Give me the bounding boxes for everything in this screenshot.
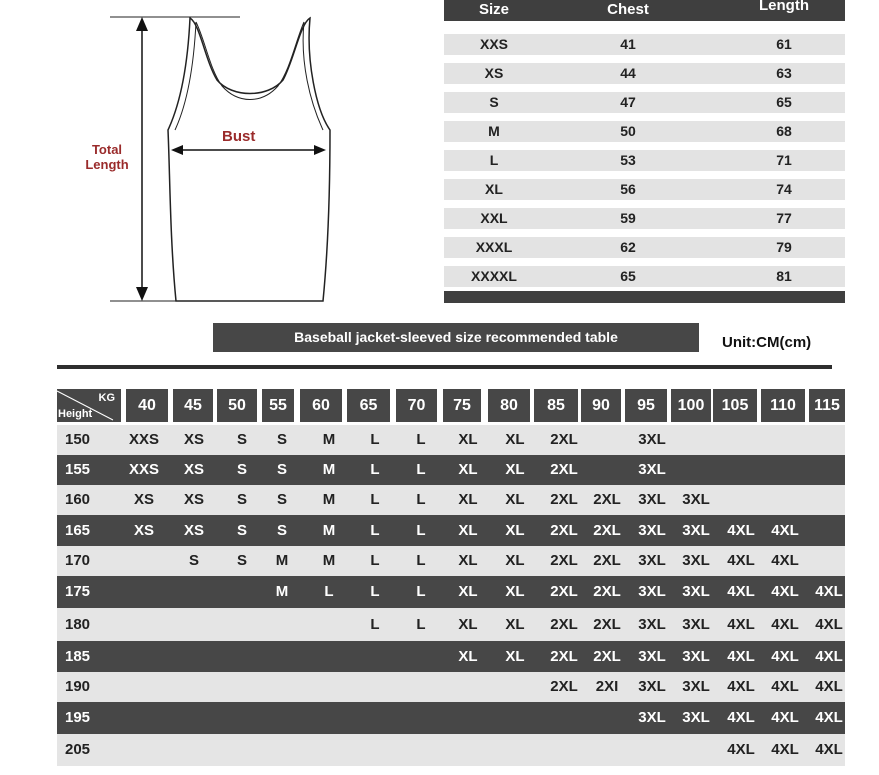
weight-header-cell: 110: [761, 389, 805, 422]
size-recommendation-cell: XS: [183, 491, 204, 508]
size-recommendation-cell: XL: [505, 648, 525, 665]
header-chest: Chest: [607, 1, 649, 18]
size-recommendation-cell: 2XL: [593, 522, 621, 539]
size-recommendation-cell: 4XL: [727, 648, 755, 665]
size-recommendation-cell: 3XL: [638, 431, 666, 448]
size-recommendation-cell: M: [275, 552, 289, 569]
size-recommendation-cell: S: [276, 491, 287, 508]
height-cell: 170: [65, 552, 91, 569]
size-recommendation-cell: XS: [133, 522, 154, 539]
height-cell: 160: [65, 491, 91, 508]
size-recommendation-cell: 2XL: [550, 678, 578, 695]
size-recommendation-cell: 3XL: [682, 678, 710, 695]
size-table-row: [444, 208, 845, 229]
size-recommendation-cell: 3XL: [638, 552, 666, 569]
weight-header-cell: 90: [581, 389, 621, 422]
recommendation-banner: Baseball jacket-sleeved size recommended table: [213, 323, 699, 352]
weight-header-cell: 65: [347, 389, 390, 422]
size-recommendation-cell: 4XL: [771, 522, 799, 539]
size-recommendation-cell: 3XL: [638, 491, 666, 508]
size-recommendation-cell: 2XL: [550, 431, 578, 448]
size-recommendation-cell: L: [416, 522, 426, 539]
size-recommendation-cell: 2XL: [550, 522, 578, 539]
size-cell: XXXXL: [471, 268, 517, 284]
total-length-label-line2: Length: [85, 157, 129, 172]
size-recommendation-cell: 4XL: [727, 741, 755, 758]
size-recommendation-cell: XL: [458, 552, 478, 569]
height-cell: 150: [65, 431, 91, 448]
size-recommendation-cell: XL: [505, 461, 525, 478]
weight-header-cell: 70: [396, 389, 437, 422]
size-recommendation-cell: 4XL: [727, 522, 755, 539]
size-recommendation-cell: XL: [505, 431, 525, 448]
size-recommendation-cell: S: [236, 431, 247, 448]
size-recommendation-cell: S: [276, 461, 287, 478]
size-recommendation-cell: 3XL: [638, 648, 666, 665]
size-recommendation-cell: 2XL: [593, 491, 621, 508]
size-recommendation-cell: XL: [505, 583, 525, 600]
length-cell: 61: [776, 36, 792, 52]
size-recommendation-cell: 4XL: [771, 552, 799, 569]
size-recommendation-cell: 4XL: [771, 741, 799, 758]
size-table-row: [444, 237, 845, 258]
size-recommendation-cell: 4XL: [815, 678, 843, 695]
size-recommendation-cell: S: [236, 491, 247, 508]
recommendation-row: [57, 641, 845, 672]
total-length-label-line1: Total: [91, 142, 123, 157]
weight-header-cell: 75: [443, 389, 481, 422]
size-recommendation-cell: M: [275, 583, 289, 600]
measurement-diagram: [0, 0, 420, 310]
size-recommendation-cell: 4XL: [727, 709, 755, 726]
size-recommendation-cell: 4XL: [771, 583, 799, 600]
unit-label: Unit:CM(cm): [722, 334, 812, 351]
size-recommendation-cell: 3XL: [638, 678, 666, 695]
size-recommendation-cell: 4XL: [727, 552, 755, 569]
size-recommendation-cell: 2XL: [550, 616, 578, 633]
size-recommendation-cell: XL: [458, 522, 478, 539]
size-cell: XXL: [480, 210, 508, 226]
size-recommendation-cell: M: [322, 491, 336, 508]
size-recommendation-cell: 4XL: [727, 583, 755, 600]
size-recommendation-cell: L: [416, 431, 426, 448]
size-recommendation-cell: L: [324, 583, 334, 600]
weight-header-cell: 50: [217, 389, 257, 422]
size-recommendation-cell: L: [416, 616, 426, 633]
recommendation-row: [57, 546, 845, 576]
size-recommendation-cell: XS: [183, 461, 204, 478]
recommendation-row: [57, 515, 845, 546]
size-recommendation-cell: 4XL: [771, 616, 799, 633]
size-table-row: [444, 92, 845, 113]
chest-cell: 53: [620, 152, 636, 168]
size-recommendation-cell: 3XL: [638, 616, 666, 633]
size-recommendation-cell: L: [416, 491, 426, 508]
chest-cell: 47: [620, 94, 636, 110]
weight-header-cell: 95: [625, 389, 667, 422]
height-cell: 185: [65, 648, 91, 665]
size-recommendation-cell: L: [370, 461, 380, 478]
size-recommendation-cell: L: [370, 431, 380, 448]
size-recommendation-cell: 2XL: [593, 616, 621, 633]
size-recommendation-cell: 2XL: [593, 648, 621, 665]
recommendation-row: [57, 608, 845, 641]
size-recommendation-cell: XL: [505, 616, 525, 633]
chest-cell: 41: [620, 36, 636, 52]
size-recommendation-cell: XL: [505, 491, 525, 508]
recommendation-row: [57, 672, 845, 702]
corner-cell: [57, 389, 121, 422]
size-table-row: [444, 34, 845, 55]
size-recommendation-cell: L: [370, 552, 380, 569]
size-table-row: [444, 63, 845, 84]
weight-header-cell: 55: [262, 389, 294, 422]
size-recommendation-cell: S: [236, 461, 247, 478]
size-recommendation-cell: XL: [458, 491, 478, 508]
size-recommendation-cell: L: [370, 616, 380, 633]
size-recommendation-cell: XS: [183, 522, 204, 539]
size-recommendation-cell: S: [236, 552, 247, 569]
size-recommendation-cell: L: [416, 583, 426, 600]
size-recommendation-cell: L: [416, 461, 426, 478]
size-recommendation-cell: S: [276, 522, 287, 539]
chest-cell: 59: [620, 210, 636, 226]
size-recommendation-cell: 2XL: [593, 552, 621, 569]
size-recommendation-cell: 3XL: [682, 616, 710, 633]
length-cell: 71: [776, 152, 792, 168]
chest-cell: 65: [620, 268, 636, 284]
size-recommendation-cell: XXS: [128, 431, 159, 448]
size-recommendation-cell: L: [370, 491, 380, 508]
weight-header-cell: 40: [126, 389, 168, 422]
weight-header-cell: 100: [671, 389, 711, 422]
recommendation-row: [57, 576, 845, 608]
size-table-row: [444, 121, 845, 142]
size-recommendation-cell: XS: [183, 431, 204, 448]
size-recommendation-cell: 2XL: [550, 583, 578, 600]
size-recommendation-cell: XL: [458, 616, 478, 633]
size-recommendation-cell: 4XL: [727, 616, 755, 633]
size-table-row: [444, 179, 845, 200]
size-recommendation-cell: 4XL: [815, 583, 843, 600]
recommendation-row: [57, 455, 845, 485]
weight-header-cell: 115: [809, 389, 845, 422]
size-recommendation-cell: XL: [458, 431, 478, 448]
size-recommendation-cell: 2XL: [550, 552, 578, 569]
chest-cell: 44: [620, 65, 636, 81]
height-cell: 175: [65, 583, 91, 600]
size-recommendation-cell: 2XI: [595, 678, 619, 695]
recommendation-row: [57, 425, 845, 455]
size-recommendation-cell: XL: [458, 461, 478, 478]
size-recommendation-cell: XL: [505, 552, 525, 569]
length-cell: 74: [776, 181, 792, 197]
size-recommendation-cell: M: [322, 431, 336, 448]
corner-height-label: Height: [58, 408, 93, 420]
height-cell: 205: [65, 741, 91, 758]
size-recommendation-cell: 4XL: [815, 616, 843, 633]
size-recommendation-cell: XS: [133, 491, 154, 508]
size-cell: XL: [485, 181, 503, 197]
size-recommendation-cell: M: [322, 461, 336, 478]
size-recommendation-cell: XL: [458, 648, 478, 665]
size-recommendation-cell: 4XL: [771, 678, 799, 695]
size-cell: M: [488, 123, 500, 139]
weight-header-cell: 80: [488, 389, 530, 422]
header-length: Length: [759, 0, 809, 14]
size-recommendation-table: [57, 389, 845, 769]
bust-label: Bust: [222, 128, 256, 145]
size-table-row: [444, 150, 845, 171]
length-cell: 65: [776, 94, 792, 110]
size-recommendation-cell: S: [276, 431, 287, 448]
height-cell: 165: [65, 522, 91, 539]
size-recommendation-cell: 2XL: [550, 648, 578, 665]
recommendation-row: [57, 485, 845, 515]
size-recommendation-cell: XL: [458, 583, 478, 600]
divider-rule: [57, 365, 832, 369]
size-recommendation-cell: M: [322, 522, 336, 539]
size-recommendation-cell: 3XL: [638, 522, 666, 539]
size-recommendation-cell: 4XL: [727, 678, 755, 695]
size-table-footer-bar: [444, 291, 845, 303]
size-recommendation-cell: 4XL: [815, 709, 843, 726]
height-cell: 190: [65, 678, 91, 695]
weight-header-cell: 85: [534, 389, 578, 422]
size-cell: S: [489, 94, 499, 110]
weight-header-row: [57, 389, 845, 422]
size-recommendation-cell: 2XL: [593, 583, 621, 600]
height-cell: 180: [65, 616, 91, 633]
size-recommendation-cell: 4XL: [771, 709, 799, 726]
weight-header-cell: 60: [300, 389, 342, 422]
size-recommendation-cell: S: [188, 552, 199, 569]
size-recommendation-cell: L: [416, 552, 426, 569]
size-recommendation-cell: 3XL: [682, 522, 710, 539]
weight-header-cell: 105: [713, 389, 757, 422]
size-recommendation-cell: L: [370, 583, 380, 600]
size-recommendation-cell: 3XL: [682, 583, 710, 600]
size-recommendation-cell: 2XL: [550, 461, 578, 478]
size-cell: L: [489, 152, 499, 168]
height-cell: 155: [65, 461, 91, 478]
recommendation-row: [57, 702, 845, 734]
corner-kg-label: KG: [98, 392, 115, 404]
size-recommendation-cell: M: [322, 552, 336, 569]
tank-top-illustration: [0, 0, 420, 310]
size-cell: XXXL: [475, 239, 513, 255]
length-cell: 77: [776, 210, 792, 226]
chest-cell: 62: [620, 239, 636, 255]
size-recommendation-cell: 3XL: [638, 461, 666, 478]
size-table-header: [444, 0, 845, 21]
size-recommendation-cell: L: [370, 522, 380, 539]
size-recommendation-cell: 3XL: [682, 709, 710, 726]
size-recommendation-cell: 4XL: [815, 648, 843, 665]
size-recommendation-cell: 2XL: [550, 491, 578, 508]
weight-header-cell: 45: [173, 389, 213, 422]
size-recommendation-cell: 4XL: [815, 741, 843, 758]
size-recommendation-cell: 3XL: [638, 583, 666, 600]
length-cell: 68: [776, 123, 792, 139]
size-recommendation-cell: XXS: [128, 461, 159, 478]
height-cell: 195: [65, 709, 91, 726]
size-recommendation-cell: XL: [505, 522, 525, 539]
recommendation-row: [57, 734, 845, 766]
length-cell: 63: [776, 65, 792, 81]
length-cell: 81: [776, 268, 792, 284]
size-recommendation-cell: 3XL: [682, 552, 710, 569]
size-table-row: [444, 266, 845, 287]
chest-cell: 56: [620, 181, 636, 197]
size-cell: XS: [484, 65, 504, 81]
size-recommendation-cell: 3XL: [682, 648, 710, 665]
length-cell: 79: [776, 239, 792, 255]
size-cell: XXS: [479, 36, 508, 52]
size-recommendation-cell: 3XL: [638, 709, 666, 726]
header-size: Size: [478, 1, 509, 18]
total-length-label: [80, 142, 134, 172]
size-recommendation-cell: S: [236, 522, 247, 539]
size-recommendation-cell: 3XL: [682, 491, 710, 508]
chest-cell: 50: [620, 123, 636, 139]
size-recommendation-cell: 4XL: [771, 648, 799, 665]
